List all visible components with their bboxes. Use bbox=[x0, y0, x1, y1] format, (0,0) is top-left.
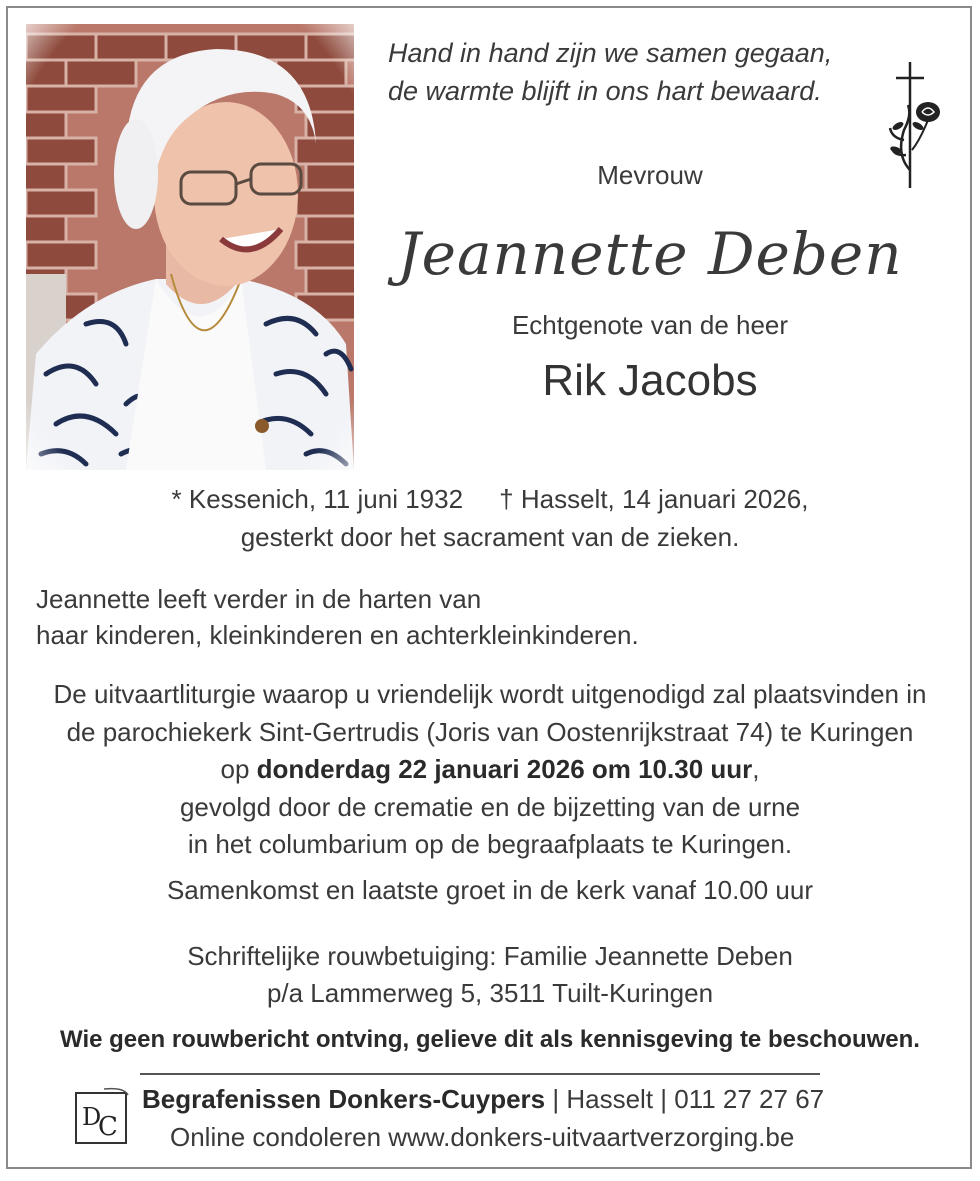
liturgy-suffix: , bbox=[752, 754, 760, 784]
cross-with-rose-icon bbox=[884, 60, 948, 192]
death-info: † Hasselt, 14 januari 2026, bbox=[499, 484, 809, 514]
verse-line-2: de warmte blijft in ons hart bewaard. bbox=[388, 76, 822, 106]
liturgy-line-2: de parochiekerk Sint-Gertrudis (Joris van Oostenrijkstraat 74) te Kuringen bbox=[66, 716, 914, 747]
condolence-address bbox=[0, 938, 980, 1012]
undertaker-line bbox=[142, 1084, 824, 1115]
svg-text:C: C bbox=[98, 1112, 118, 1142]
salutation: Mevrouw bbox=[597, 160, 703, 190]
life-dates bbox=[0, 480, 980, 556]
portrait-photo bbox=[26, 24, 354, 470]
address-line-1: Schriftelijke rouwbetuiging: Familie Jeannette Deben bbox=[187, 941, 793, 971]
spouse-intro: Echtgenote van de heer bbox=[511, 310, 789, 340]
liturgy-line-4: gevolgd door de crematie en de bijzetting van de urne bbox=[179, 791, 801, 822]
liturgy-line-3 bbox=[0, 751, 980, 789]
spouse-name: Rik Jacobs bbox=[542, 356, 758, 405]
liturgy-line-5: in het columbarium op de begraafplaats te Kuringen. bbox=[187, 829, 793, 859]
family-paragraph bbox=[36, 581, 936, 653]
svg-text:D: D bbox=[82, 1103, 102, 1131]
sacrament-line: gesterkt door het sacrament van de zieken. bbox=[240, 522, 740, 552]
birth-info: * Kessenich, 11 juni 1932 bbox=[171, 484, 464, 514]
undertaker-name: Begrafenissen Donkers-Cuypers bbox=[142, 1084, 546, 1114]
memorial-verse bbox=[388, 34, 858, 110]
verse-line-1: Hand in hand zijn we samen gegaan, bbox=[388, 38, 833, 68]
funeral-liturgy-paragraph bbox=[0, 676, 980, 864]
family-line-2: haar kinderen, kleinkinderen en achterkleinkinderen. bbox=[36, 620, 639, 650]
notice-text: Wie geen rouwbericht ontving, gelieve dit als kennisgeving te beschouwen. bbox=[60, 1026, 920, 1053]
family-line-1: Jeannette leeft verder in de harten van bbox=[36, 584, 482, 614]
liturgy-prefix: op bbox=[220, 754, 257, 784]
donkers-cuypers-logo-icon bbox=[74, 1085, 130, 1147]
address-line-2: p/a Lammerweg 5, 3511 Tuilt-Kuringen bbox=[266, 978, 714, 1008]
online-condolence-link[interactable]: Online condoleren www.donkers-uitvaartverzorging.be bbox=[170, 1122, 795, 1152]
undertaker-details: | Hasselt | 011 27 27 67 bbox=[545, 1084, 825, 1114]
meeting-info: Samenkomst en laatste groet in de kerk vanaf 10.00 uur bbox=[166, 875, 814, 905]
divider bbox=[140, 1073, 820, 1075]
deceased-name: Jeannette Deben bbox=[397, 220, 903, 288]
ceremony-datetime: donderdag 22 januari 2026 om 10.30 uur bbox=[256, 754, 753, 784]
liturgy-line-1: De uitvaartliturgie waarop u vriendelijk wordt uitgenodigd zal plaatsvinden in bbox=[53, 679, 927, 709]
